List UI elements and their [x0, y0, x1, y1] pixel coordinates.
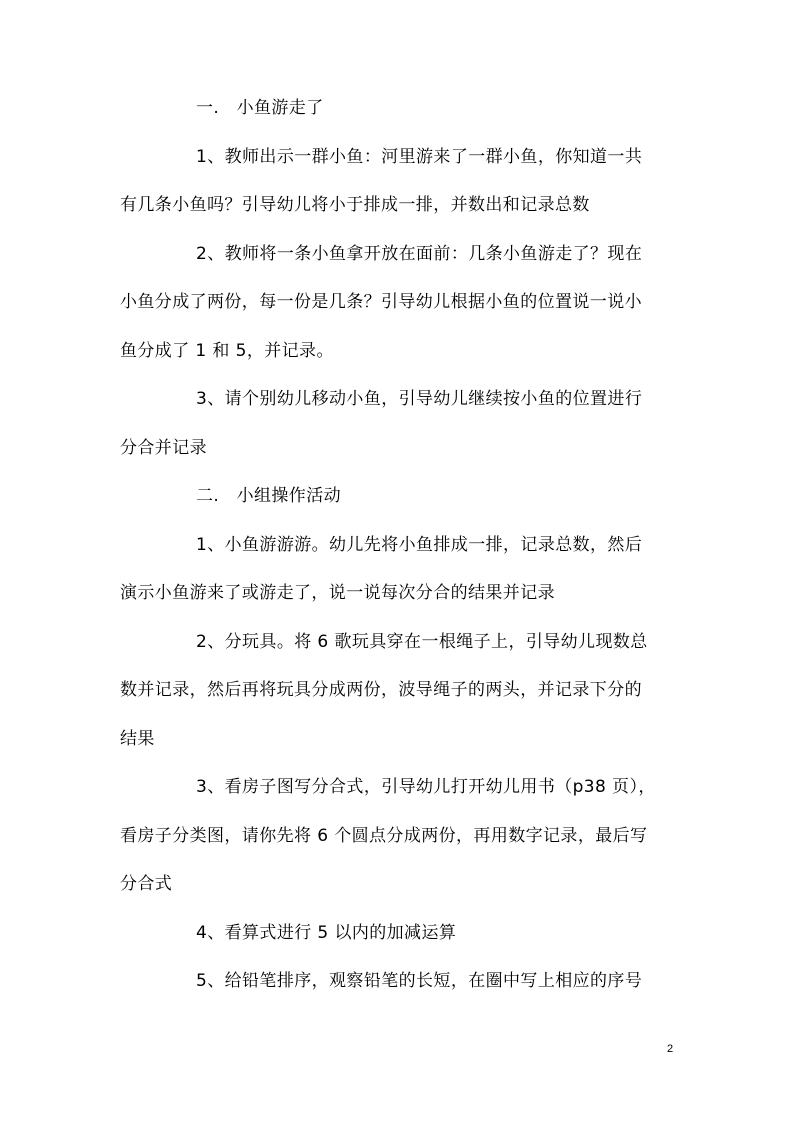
- paragraph-line: 结果: [120, 728, 155, 749]
- paragraph-line: 鱼分成了 1 和 5，并记录。: [120, 340, 334, 361]
- paragraph-line: 3、看房子图写分合式，引导幼儿打开幼儿用书（p38 页），: [196, 777, 656, 797]
- paragraph-line: 看房子分类图，请你先将 6 个圆点分成两份，再用数字记录，最后写: [120, 825, 648, 846]
- document-body: [120, 84, 680, 1006]
- paragraph-line: 4、看算式进行 5 以内的加减运算: [196, 922, 457, 943]
- paragraph-line: 5、给铅笔排序，观察铅笔的长短，在圈中写上相应的序号: [196, 971, 643, 991]
- paragraph-line: 1、小鱼游游游。幼儿先将小鱼排成一排，记录总数，然后: [196, 534, 643, 555]
- paragraph-line: 数并记录，然后再将玩具分成两份，波导绳子的两头，并记录下分的: [120, 680, 642, 700]
- paragraph-line: 2、教师将一条小鱼拿开放在面前：几条小鱼游走了？现在: [196, 243, 643, 264]
- paragraph-line: 分合并记录: [120, 437, 207, 458]
- paragraph-line: 2、分玩具。将 6 歌玩具穿在一根绳子上，引导幼儿现数总: [196, 631, 648, 652]
- paragraph-line: 有几条小鱼吗？引导幼儿将小于排成一排，并数出和记录总数: [120, 195, 590, 215]
- paragraph-line: 3、请个别幼儿移动小鱼，引导幼儿继续按小鱼的位置进行: [196, 389, 643, 409]
- page-number: 2: [667, 1043, 674, 1055]
- section-heading-1: 一. 小鱼游走了: [196, 98, 324, 118]
- section-heading-2: 二. 小组操作活动: [196, 486, 342, 506]
- paragraph-line: 小鱼分成了两份，每一份是几条？引导幼儿根据小鱼的位置说一说小: [120, 292, 642, 312]
- paragraph-line: 演示小鱼游来了或游走了，说一说每次分合的结果并记录: [120, 583, 555, 603]
- paragraph-line: 分合式: [120, 874, 173, 894]
- paragraph-line: 1、教师出示一群小鱼：河里游来了一群小鱼，你知道一共: [196, 146, 643, 167]
